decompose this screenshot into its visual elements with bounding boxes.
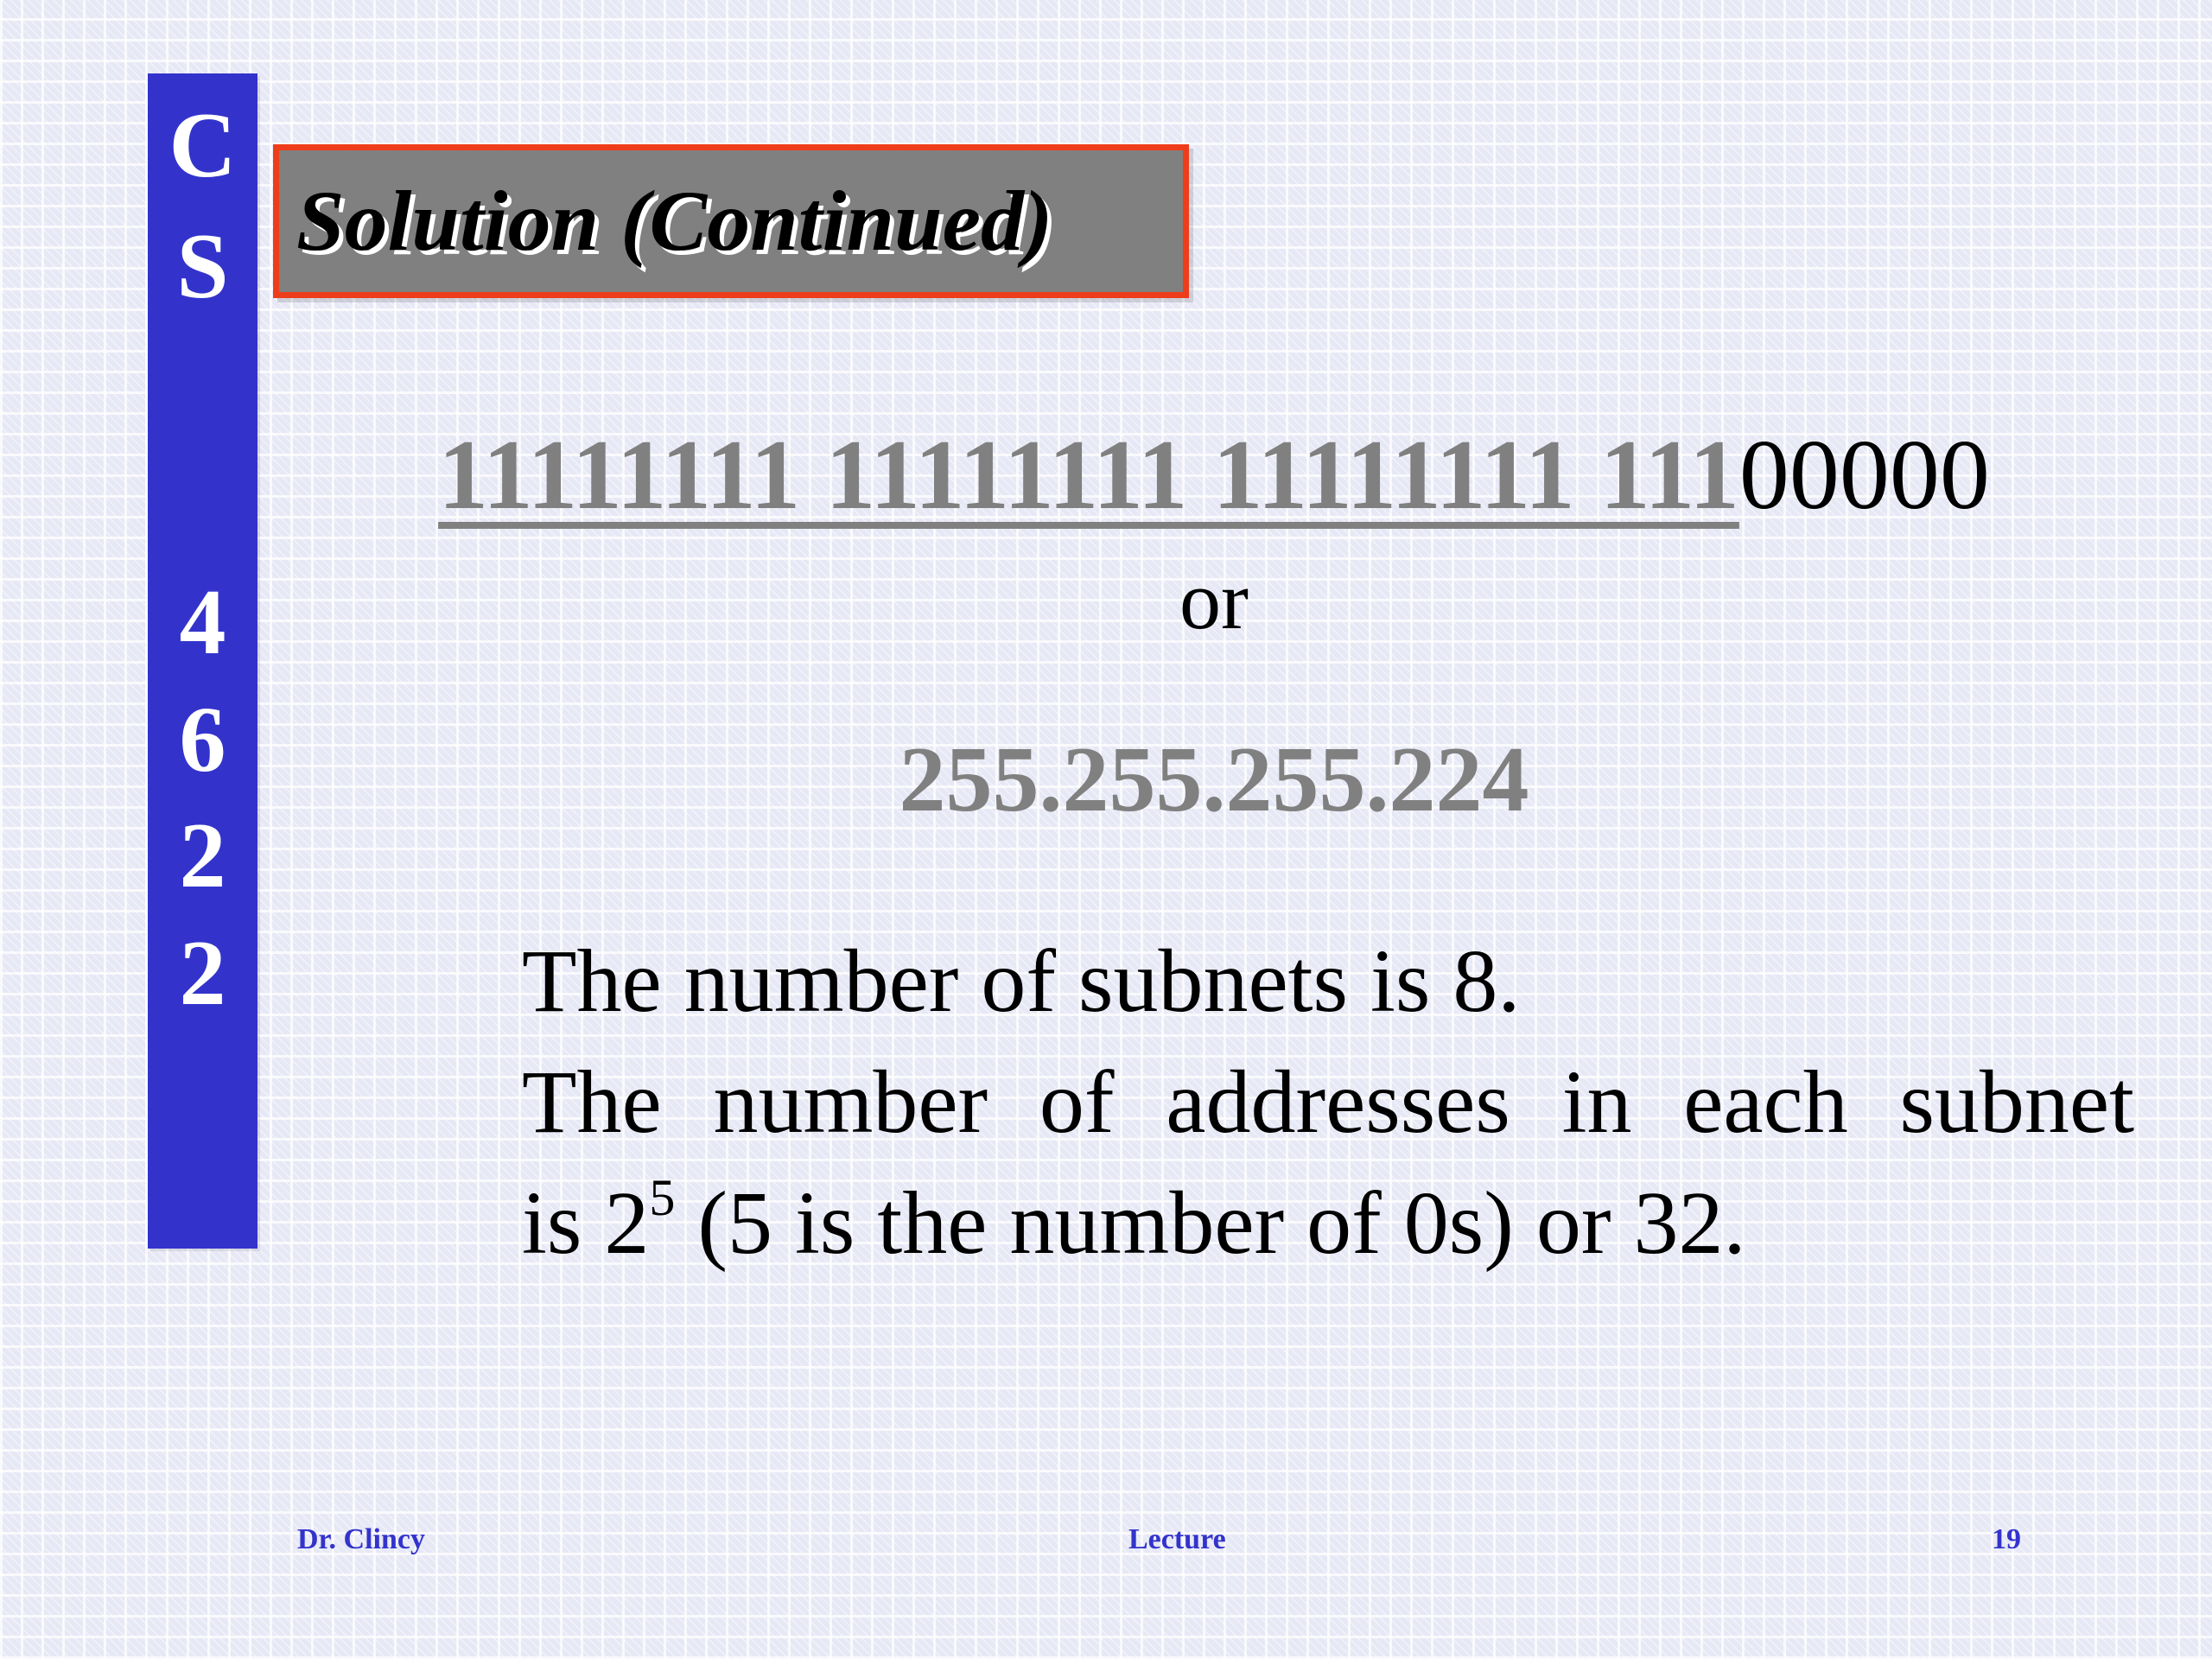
addresses-text-line2 [522,1163,2134,1284]
addresses-suffix: (5 is the number of 0s) or 32. [675,1173,1746,1273]
footer-page-number: 19 [1992,1523,2021,1555]
footer-author: Dr. Clincy [297,1523,425,1555]
sidebar-digit-6: 6 [179,689,226,791]
sidebar-letter-s: S [176,215,229,318]
sidebar-digit-4: 4 [179,571,226,674]
sidebar-digit-2b: 2 [179,922,226,1025]
or-separator: or [1179,554,1249,646]
footer-lecture: Lecture [1128,1523,1226,1555]
subnet-count-text: The number of subnets is 8. [522,931,1521,1031]
slide-title: Solution (Continued) [296,173,1053,269]
binary-mask-ones: 11111111 11111111 11111111 111 [438,420,1739,531]
course-sidebar [148,73,257,1249]
binary-mask [0,419,2212,531]
addresses-prefix: is 2 [522,1173,650,1273]
sidebar-digit-2a: 2 [179,804,226,907]
slide-title-box [273,144,1189,298]
dotted-decimal-mask: 255.255.255.224 [899,728,1529,831]
addresses-text-line1: The number of addresses in each subnet [522,1052,2134,1152]
sidebar-letter-c: C [168,94,237,197]
binary-mask-zeros: 00000 [1738,420,1990,531]
exponent: 5 [649,1169,676,1227]
